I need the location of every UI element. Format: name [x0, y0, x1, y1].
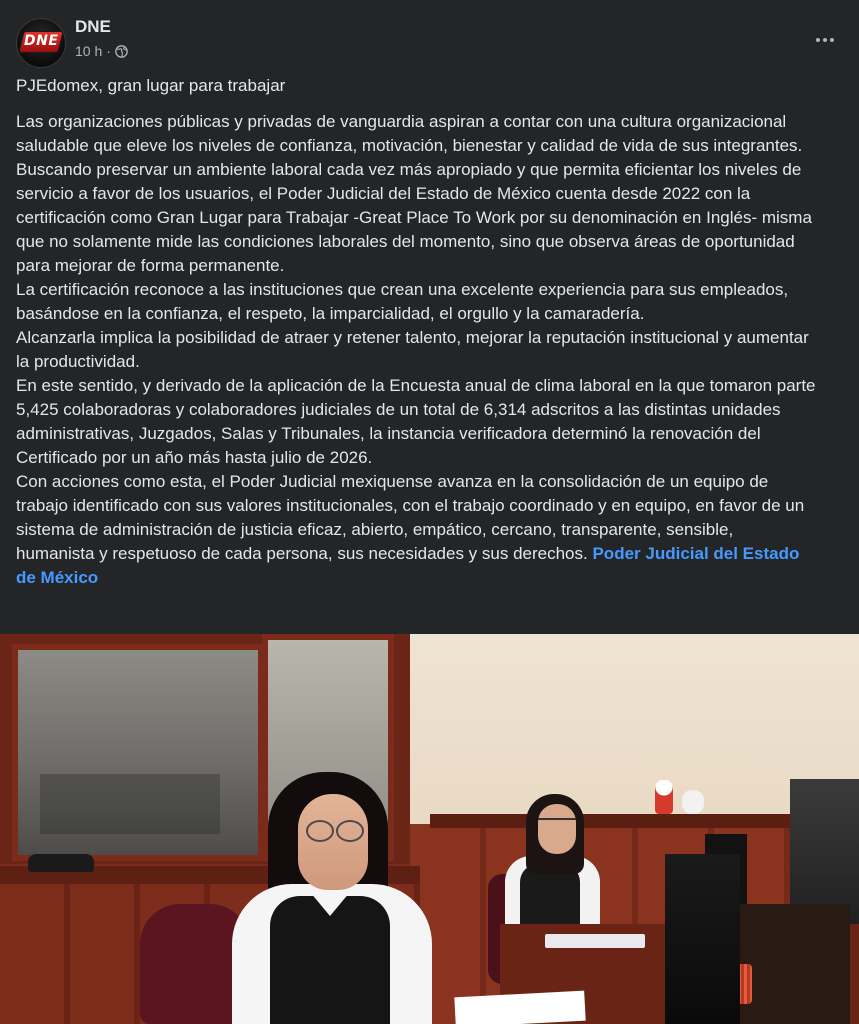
- photo-person: [298, 794, 368, 890]
- photo-person: [538, 804, 576, 854]
- more-horizontal-icon: [816, 38, 834, 42]
- post-text: [16, 74, 816, 590]
- meta-separator: ·: [106, 43, 111, 59]
- photo-person: [336, 820, 364, 842]
- photo-shelf: [430, 814, 850, 828]
- post-timestamp[interactable]: 10 h: [75, 43, 103, 59]
- dne-logo: [20, 32, 63, 52]
- photo-keyboard: [545, 934, 645, 948]
- mention-link[interactable]: Poder Judicial del Estado de México: [16, 544, 800, 587]
- post-paragraph: Alcanzarla implica la posibilidad de atraer y retener talento, mejorar la reputación institucional y aumentar la productividad.: [16, 328, 809, 371]
- photo-reflection: [40, 774, 220, 834]
- photo-person: [306, 820, 334, 842]
- photo-stapler: [28, 854, 94, 872]
- photo-figurine: [655, 780, 673, 814]
- avatar-logo-text: DNE: [24, 33, 59, 49]
- photo-monitor: [665, 854, 740, 1024]
- last-paragraph-text: Con acciones como esta, el Poder Judicial mexiquense avanza en la consolidación de un equipo de trabajo identificado con sus valores institucionales, con el trabajo coordinado y en equipo, en favor de un sistema de administración de justicia eficaz, abierto, empático, cercano, transparente, sensible, humanista y respetuoso de cada persona, sus necesidades y sus derechos.: [16, 472, 805, 563]
- post-paragraph: La certificación reconoce a las instituciones que crean una excelente experiencia para sus empleados, basándose en la confianza, el respeto, la imparcialidad, el orgullo y la camaradería.: [16, 280, 789, 323]
- photo-cables: [740, 904, 850, 1024]
- post-paragraph: En este sentido, y derivado de la aplicación de la Encuesta anual de clima laboral en la que tomaron parte 5,425 colaboradoras y colaboradores judiciales de un total de 6,314 adscritos a las distintas unidades administrativas, Juzgados, Salas y Tribunales, la instancia verificadora determinó la renovación del Certificado por un año más hasta julio de 2026.: [16, 376, 816, 467]
- post-last-paragraph: [16, 470, 816, 590]
- post-photo[interactable]: [0, 634, 859, 1024]
- author-name[interactable]: DNE: [75, 17, 111, 36]
- post-header: [16, 14, 843, 68]
- post-paragraph: Buscando preservar un ambiente laboral cada vez más apropiado y que permita eficientar los niveles de servicio a favor de los usuarios, el Poder Judicial del Estado de México cuenta desde 2022 con la certificación como Gran Lugar para Trabajar -Great Place To Work por su denominación en Inglés- misma que no solamente mide las condiciones laborales del momento, sino que observa áreas de oportunidad para mejorar de forma permanente.: [16, 160, 812, 275]
- post-title: PJEdomex, gran lugar para trabajar: [16, 76, 286, 95]
- photo-person: [538, 818, 576, 828]
- post-paragraph: Las organizaciones públicas y privadas de vanguardia aspiran a contar con una cultura organizacional saludable que eleve los niveles de confianza, motivación, bienestar y calidad de vida de sus integrantes.: [16, 112, 803, 155]
- post-meta: [75, 43, 128, 59]
- more-options-button[interactable]: [807, 22, 843, 58]
- photo-papers: [454, 991, 585, 1024]
- globe-icon[interactable]: [115, 45, 128, 58]
- author-avatar[interactable]: [16, 18, 66, 68]
- photo-figurine: [682, 790, 704, 814]
